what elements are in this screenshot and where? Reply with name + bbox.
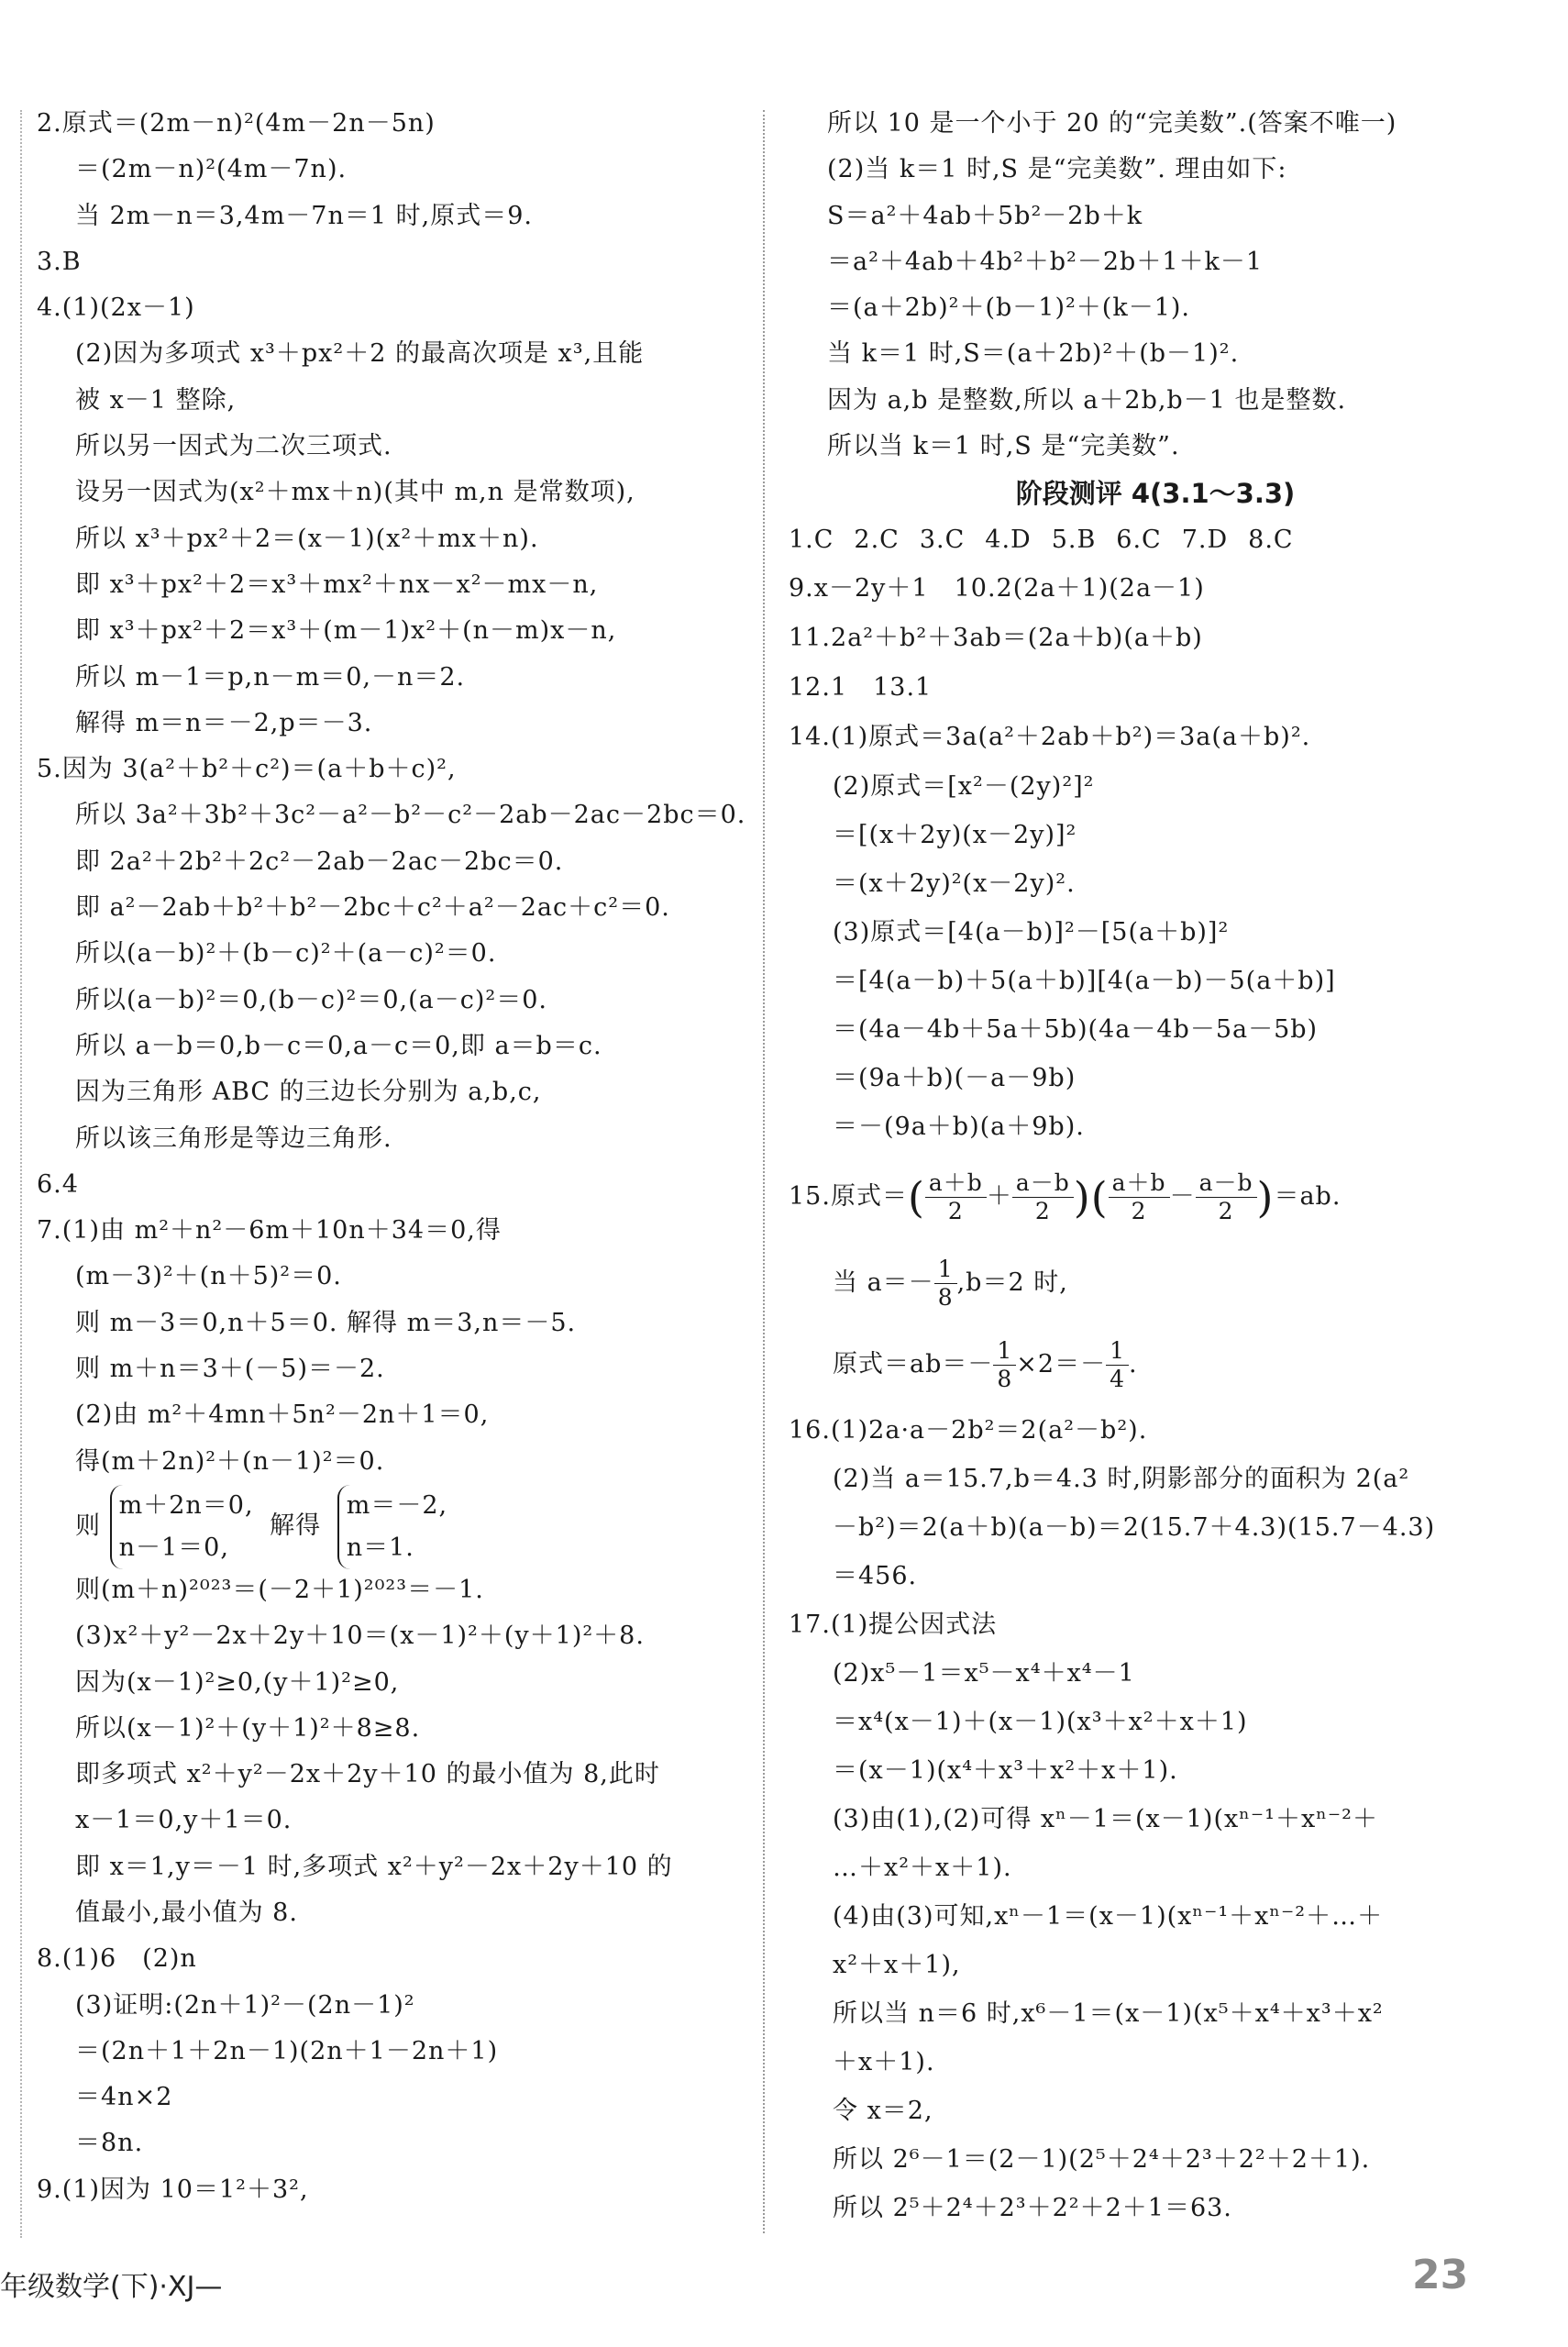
answer-line: 所以(x－1)²＋(y＋1)²＋8≥8.	[75, 1713, 421, 1743]
denominator: 2	[947, 1197, 964, 1224]
q15-suffix: ＝ab.	[1274, 1181, 1342, 1211]
q15-line-3	[789, 1323, 1522, 1406]
answer-line: 所以 3a²＋3b²＋3c²－a²－b²－c²－2ab－2ac－2bc＝0.	[75, 801, 746, 830]
answer-line: 所以(a－b)²＝0,(b－c)²＝0,(a－c)²＝0.	[75, 985, 547, 1014]
answer-line: 12.1 13.1	[789, 672, 933, 702]
answer-line: 值最小,最小值为 8.	[75, 1898, 298, 1927]
answer-line: 11.2a²＋b²＋3ab＝(2a＋b)(a＋b)	[789, 623, 1203, 652]
system-brace-2	[337, 1485, 447, 1569]
answer-line: (2)当 k＝1 时,S 是“完美数”. 理由如下:	[827, 155, 1287, 184]
paren-glyph: (	[907, 1172, 925, 1223]
answer-line: 所以另一因式为二次三项式.	[75, 432, 392, 461]
fraction	[1106, 1337, 1129, 1393]
answer-line: 所以当 n＝6 时,x⁶－1＝(x－1)(x⁵＋x⁴＋x³＋x²	[833, 1998, 1384, 2028]
answer-line: 因为(x－1)²≥0,(y＋1)²≥0,	[75, 1667, 400, 1697]
mcq-answer: 7.D	[1181, 526, 1229, 555]
answer-line: 所以 a－b＝0,b－c＝0,a－c＝0,即 a＝b＝c.	[75, 1031, 602, 1060]
fraction	[925, 1169, 987, 1225]
answer-line: ＝(a＋2b)²＋(b－1)²＋(k－1).	[827, 293, 1190, 323]
answer-line: 所以 10 是一个小于 20 的“完美数”.(答案不唯一)	[827, 109, 1397, 138]
mcq-answers	[789, 517, 1522, 563]
answer-line: 16.(1)2a·a－2b²＝2(a²－b²).	[789, 1415, 1148, 1445]
paren-glyph: )	[1256, 1172, 1275, 1223]
answer-line: 17.(1)提公因式法	[789, 1610, 998, 1639]
denominator: 8	[997, 1365, 1013, 1392]
answer-line: 即 x³＋px²＋2＝x³＋mx²＋nx－x²－mx－n,	[75, 570, 599, 599]
q15-line-1	[789, 1151, 1522, 1243]
mcq-answer: 5.B	[1051, 526, 1097, 555]
q15-text: .	[1129, 1349, 1138, 1378]
left-column	[37, 101, 746, 2213]
answer-line: 所以当 k＝1 时,S 是“完美数”.	[827, 432, 1180, 461]
denominator: 2	[1218, 1197, 1234, 1224]
denominator: 4	[1110, 1365, 1126, 1392]
answer-line: 即 x³＋px²＋2＝x³＋(m－1)x²＋(n－m)x－n,	[75, 616, 617, 646]
answer-line: x－1＝0,y＋1＝0.	[75, 1806, 293, 1835]
answer-line: (2)当 a＝15.7,b＝4.3 时,阴影部分的面积为 2(a²	[833, 1464, 1410, 1493]
paren-glyph: )	[1073, 1172, 1091, 1223]
numerator: 1	[934, 1256, 957, 1284]
denominator: 8	[937, 1283, 954, 1311]
answer-line: 因为 a,b 是整数,所以 a＋2b,b－1 也是整数.	[827, 385, 1347, 415]
fraction	[1012, 1169, 1074, 1225]
answer-line: 2.原式＝(2m－n)²(4m－2n－5n)	[37, 109, 436, 138]
answer-line: S＝a²＋4ab＋5b²－2b＋k	[827, 201, 1143, 230]
q15-text: ×2＝－	[1016, 1349, 1107, 1378]
answer-line: 解得 m＝n＝－2,p＝－3.	[75, 708, 373, 737]
answer-line: 3.B	[37, 247, 82, 276]
operator: －	[1169, 1181, 1196, 1211]
answer-line: 即 2a²＋2b²＋2c²－2ab－2ac－2bc＝0.	[75, 847, 564, 876]
answer-line: (3)证明:(2n＋1)²－(2n－1)²	[75, 1990, 415, 2020]
answer-line: (2)原式＝[x²－(2y)²]²	[833, 771, 1095, 801]
answer-line: 9.(1)因为 10＝1²＋3²,	[37, 2175, 309, 2204]
answer-line: ＝[(x＋2y)(x－2y)]²	[833, 820, 1077, 849]
q15-text: ,b＝2 时,	[956, 1268, 1068, 1297]
mcq-answer: 3.C	[919, 526, 966, 555]
denominator: 2	[1131, 1197, 1147, 1224]
answer-line: ＝(x＋2y)²(x－2y)².	[833, 869, 1076, 898]
answer-line: 7.(1)由 m²＋n²－6m＋10n＋34＝0,得	[37, 1216, 502, 1245]
section-title: 阶段测评 4(3.1～3.3)	[1015, 478, 1296, 510]
answer-line: ＝8n.	[75, 2129, 144, 2158]
answer-line: 所以 2⁶－1＝(2－1)(2⁵＋2⁴＋2³＋2²＋2＋1).	[833, 2144, 1371, 2174]
q15-prefix: 15.原式＝	[789, 1181, 908, 1211]
operator: ＋	[986, 1181, 1012, 1211]
numerator: 1	[993, 1337, 1016, 1366]
equation-system-line	[37, 1485, 734, 1567]
mcq-answer: 4.D	[985, 526, 1032, 555]
q15-text: 当 a＝－	[833, 1268, 934, 1297]
answer-line: x²＋x＋1),	[833, 1950, 961, 1979]
answer-line: 被 x－1 整除,	[75, 385, 237, 415]
fraction	[1196, 1169, 1257, 1225]
numerator: 1	[1106, 1337, 1129, 1366]
answer-line: 所以(a－b)²＋(b－c)²＋(a－c)²＝0.	[75, 939, 497, 969]
system-eq: n－1＝0,	[118, 1533, 229, 1562]
answer-line: 9.x－2y＋1 10.2(2a＋1)(2a－1)	[789, 573, 1205, 603]
numerator: a－b	[1196, 1169, 1257, 1198]
system-eq: n＝1.	[346, 1533, 414, 1562]
answer-line: (3)由(1),(2)可得 xⁿ－1＝(x－1)(xⁿ⁻¹＋xⁿ⁻²＋	[833, 1804, 1378, 1833]
answer-line: ＝x⁴(x－1)＋(x－1)(x³＋x²＋x＋1)	[833, 1707, 1248, 1736]
answer-line: 则 m－3＝0,n＋5＝0. 解得 m＝3,n＝－5.	[75, 1308, 577, 1337]
answer-line: ＋x＋1).	[833, 2047, 935, 2076]
footer-book-title: 年级数学(下)·XJ—	[0, 2271, 223, 2303]
answer-line: 即多项式 x²＋y²－2x＋2y＋10 的最小值为 8,此时	[75, 1760, 660, 1789]
answer-line: 5.因为 3(a²＋b²＋c²)＝(a＋b＋c)²,	[37, 755, 457, 784]
answer-line: ＝a²＋4ab＋4b²＋b²－2b＋1＋k－1	[827, 247, 1264, 276]
answer-line: ＝(4a－4b＋5a＋5b)(4a－4b－5a－5b)	[833, 1014, 1319, 1044]
answer-line: 4.(1)(2x－1)	[37, 293, 195, 323]
mcq-answer: 2.C	[854, 526, 900, 555]
q15-text: 原式＝ab＝－	[833, 1349, 994, 1378]
answer-line: 当 k＝1 时,S＝(a＋2b)²＋(b－1)².	[827, 339, 1240, 369]
mcq-answer: 8.C	[1248, 526, 1294, 555]
answer-line: (2)因为多项式 x³＋px²＋2 的最高次项是 x³,且能	[75, 339, 645, 369]
answer-line: ＝(x－1)(x⁴＋x³＋x²＋x＋1).	[833, 1755, 1178, 1785]
answer-line: 所以该三角形是等边三角形.	[75, 1124, 392, 1153]
fraction	[1109, 1169, 1170, 1225]
answer-line: 令 x＝2,	[833, 2096, 933, 2125]
answer-line: (3)x²＋y²－2x＋2y＋10＝(x－1)²＋(y＋1)²＋8.	[75, 1622, 645, 1651]
fraction	[934, 1256, 957, 1312]
answer-line: 则 m＋n＝3＋(－5)＝－2.	[75, 1355, 385, 1384]
answer-line: 得(m＋2n)²＋(n－1)²＝0.	[75, 1446, 385, 1476]
answer-line: …＋x²＋x＋1).	[833, 1853, 1012, 1882]
system-eq: m＋2n＝0,	[118, 1490, 254, 1520]
answer-line: (2)x⁵－1＝x⁵－x⁴＋x⁴－1	[833, 1658, 1135, 1688]
answer-line: 当 2m－n＝3,4m－7n＝1 时,原式＝9.	[75, 201, 533, 230]
answer-line: (4)由(3)可知,xⁿ－1＝(x－1)(xⁿ⁻¹＋xⁿ⁻²＋…＋	[833, 1901, 1384, 1931]
paren-glyph: (	[1090, 1172, 1109, 1223]
answer-line: (m－3)²＋(n＋5)²＝0.	[75, 1262, 342, 1291]
numerator: a＋b	[925, 1169, 987, 1198]
system-brace-1	[110, 1485, 254, 1569]
fraction	[993, 1337, 1016, 1393]
left-edge-rule	[20, 110, 22, 2238]
answer-line: (2)由 m²＋4mn＋5n²－2n＋1＝0,	[75, 1400, 490, 1430]
numerator: a－b	[1012, 1169, 1074, 1198]
answer-line: 14.(1)原式＝3a(a²＋2ab＋b²)＝3a(a＋b)².	[789, 722, 1311, 751]
answer-line: 8.(1)6 (2)n	[37, 1944, 197, 1974]
q15-line-2	[789, 1243, 1522, 1323]
answer-line: 6.4	[37, 1169, 79, 1199]
page-number: 23	[1412, 2252, 1469, 2298]
numerator: a＋b	[1109, 1169, 1170, 1198]
answer-line: 即 a²－2ab＋b²＋b²－2bc＋c²＋a²－2ac＋c²＝0.	[75, 893, 670, 923]
answer-line: ＝(9a＋b)(－a－9b)	[833, 1063, 1077, 1092]
column-divider	[763, 110, 765, 2233]
answer-line: ＝(2m－n)²(4m－7n).	[75, 155, 348, 184]
answer-line: ＝(2n＋1＋2n－1)(2n＋1－2n＋1)	[75, 2036, 499, 2065]
mcq-answer: 6.C	[1116, 526, 1162, 555]
answer-line: 所以 x³＋px²＋2＝(x－1)(x²＋mx＋n).	[75, 524, 539, 553]
answer-line: ＝456.	[833, 1561, 918, 1590]
answer-line: 设另一因式为(x²＋mx＋n)(其中 m,n 是常数项),	[75, 478, 635, 507]
answer-line: ＝[4(a－b)＋5(a＋b)][4(a－b)－5(a＋b)]	[833, 966, 1336, 995]
answer-line: ＝－(9a＋b)(a＋9b).	[833, 1112, 1085, 1141]
answer-line: －b²)＝2(a＋b)(a－b)＝2(15.7＋4.3)(15.7－4.3)	[833, 1512, 1436, 1542]
mcq-answer: 1.C	[789, 526, 834, 555]
system-mid-text: 解得	[270, 1511, 322, 1541]
answer-line: 即 x＝1,y＝－1 时,多项式 x²＋y²－2x＋2y＋10 的	[75, 1852, 673, 1881]
answer-line: ＝4n×2	[75, 2083, 173, 2112]
system-prefix: 则	[75, 1511, 101, 1541]
system-eq: m＝－2,	[346, 1490, 448, 1520]
answer-line: 因为三角形 ABC 的三边长分别为 a,b,c,	[75, 1078, 542, 1107]
answer-line: (3)原式＝[4(a－b)]²－[5(a＋b)]²	[833, 917, 1230, 947]
answer-line: 所以 2⁵＋2⁴＋2³＋2²＋2＋1＝63.	[833, 2193, 1232, 2222]
answer-line: 所以 m－1＝p,n－m＝0,－n＝2.	[75, 662, 466, 692]
answer-line: 则(m＋n)²⁰²³＝(－2＋1)²⁰²³＝－1.	[75, 1575, 484, 1604]
denominator: 2	[1034, 1197, 1051, 1224]
right-column	[789, 101, 1522, 2232]
